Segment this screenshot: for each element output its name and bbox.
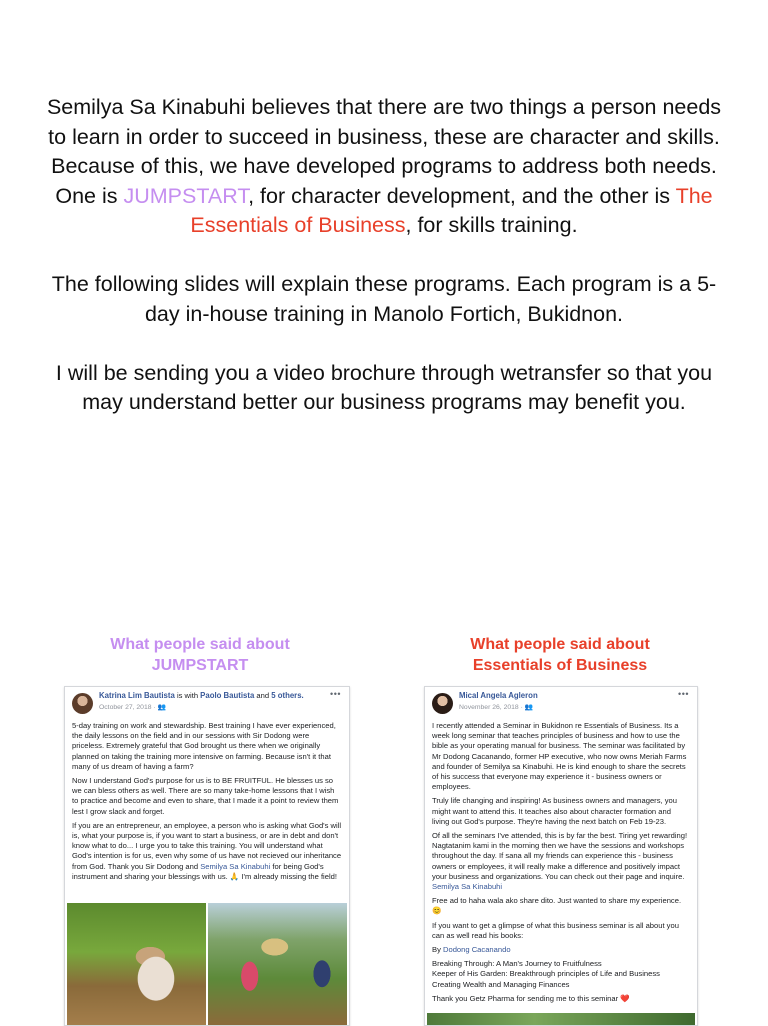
thanks-text: Thank you Getz Pharma for sending me to this seminar: [432, 993, 619, 1003]
intro-text-run: Semilya Sa Kinabuhi believes that there are two things a person needs to learn in order to succeed in business, these are character and skills. Because of this, we have developed programs to address both needs. One is: [46, 95, 722, 208]
intro-paragraph-3: I will be sending you a video brochure through wetransfer so that you may understand better our business programs may benefit you.: [55, 360, 713, 414]
intro-text: [40, 93, 728, 447]
intro-text-run: , for character development, and the other is: [248, 183, 676, 208]
tagged-others[interactable]: 5 others.: [271, 691, 304, 700]
post-photos[interactable]: [67, 903, 347, 1025]
post-date: [99, 703, 343, 713]
jumpstart-testimonial-title: [50, 634, 350, 676]
post-paragraph: [432, 945, 690, 955]
intro-paragraph-1: [40, 93, 728, 241]
jumpstart-highlight: JUMPSTART: [123, 183, 249, 208]
title-line: Essentials of Business: [472, 657, 648, 674]
friends-icon: 👥: [524, 704, 534, 712]
post-paragraph: [432, 831, 690, 892]
intro-paragraph-2: The following slides will explain these programs. Each program is a 5-day in-house training in Manolo Fortich, Bukidnon.: [51, 272, 717, 326]
post-paragraph: Free ad to haha wala ako share dito. Just wanted to share my experience. 😊: [432, 896, 682, 916]
post-paragraph: Now I understand God's purpose for us is to BE FRUITFUL. He blesses us so we can bless others as well. There are so many take-home lessons that I wish to practice and become and even to share, that I made it a point to review them lest I grow slack and forget.: [72, 776, 339, 816]
post-paragraph: I recently attended a Seminar in Bukidnon re Essentials of Business. Its a week long seminar that teaches principles of business and how to use the bible as your operating manual for business. The seminar was facilitated by Mr Dodong Cacanando, former HP executive, who now owns Meriah Farms and founder of Semilya sa Kinabuhi. He is kind enough to share the secrets of his success that everyone may experience it - business owners or employees.: [432, 721, 687, 792]
post-paragraph: 5-day training on work and stewardship. Best training I have ever experienced, the daily lessons on the field and in our sessions with Sir Dodong were priceless. Extremely grateful that God brought us there when we originally planned on taking the training more intensive on farming. Because isn't it that many of us dream of having a farm?: [72, 721, 336, 771]
by-text: By: [432, 945, 443, 955]
post-paragraph: [432, 994, 690, 1004]
page-link[interactable]: Semilya Sa Kinabuhi: [432, 882, 503, 892]
more-options-icon[interactable]: •••: [678, 689, 689, 699]
and-text: and: [254, 691, 272, 700]
title-line: JUMPSTART: [151, 657, 249, 674]
book-list: [432, 959, 690, 990]
jumpstart-facebook-post: [64, 686, 350, 1026]
author-name[interactable]: Mical Angela Agleron: [459, 691, 538, 700]
with-text: is with: [174, 691, 201, 700]
author-name[interactable]: Katrina Lim Bautista: [99, 691, 175, 700]
post-body: [65, 721, 349, 882]
date-text[interactable]: November 26, 2018 ·: [459, 704, 525, 712]
book-title: Creating Wealth and Managing Finances: [432, 979, 570, 989]
book-title: Breaking Through: A Man's Journey to Fruitfulness: [432, 959, 602, 969]
post-photo[interactable]: [427, 1013, 695, 1025]
essentials-highlight: The Essentials of Business: [190, 183, 713, 237]
avatar[interactable]: [72, 693, 93, 714]
post-paragraph: [72, 821, 342, 882]
heart-icon: ❤️: [620, 993, 630, 1003]
post-author-line: [99, 691, 343, 701]
avatar[interactable]: [432, 693, 453, 714]
essentials-testimonial-title: [410, 634, 710, 676]
title-line: What people said about: [470, 636, 650, 653]
post-paragraph: If you want to get a glimpse of what this business seminar is all about you can as well read his books:: [432, 920, 679, 940]
essentials-facebook-post: [424, 686, 698, 1026]
post-body: [425, 721, 697, 1004]
intro-text-run: , for skills training.: [405, 213, 578, 237]
book-title: Keeper of His Garden: Breakthrough principles of Life and Business: [432, 969, 660, 979]
title-line: What people said about: [110, 636, 290, 653]
author-link[interactable]: Dodong Cacanando: [442, 945, 511, 955]
tagged-name[interactable]: Paolo Bautista: [200, 691, 255, 700]
friends-icon: 👥: [157, 704, 167, 712]
post-paragraph: Truly life changing and inspiring! As business owners and managers, you might want to attend this. It teaches also about character formation and living out God's purpose. They're having the next batch on Feb 19-23.: [432, 796, 677, 826]
farm-worker-photo[interactable]: [67, 903, 206, 1025]
post-text-run: If you are an entrepreneur, an employee, a person who is asking what God's will is, what your purpose is, if you want to start a business, or are in debt and don't know what to do... I urge you to take this training. You will understand what God's intention is for us, even why some of us have not recieved our inheritance from God. Thank you Sir Dodong and: [72, 820, 342, 871]
post-text-run: for being God's instrument and sharing your blessings with us. 🙏 I'm already missing the field!: [72, 861, 337, 881]
post-header: [65, 687, 349, 721]
post-header: [425, 687, 697, 721]
date-text[interactable]: October 27, 2018 ·: [99, 704, 158, 712]
group-farming-photo[interactable]: [208, 903, 347, 1025]
post-date: [459, 703, 691, 713]
more-options-icon[interactable]: •••: [330, 689, 341, 699]
page-link[interactable]: Semilya Sa Kinabuhi: [200, 861, 271, 871]
post-text-run: Of all the seminars I've attended, this is by far the best. Tiring yet rewarding! Nagtatanim kami in the morning then we have the sessions and workshops throughout the day. If sana all my friends can experience this - business owners or employees, it will really make a difference and positively impact your business and organizations. You can check out their page and inquire.: [432, 831, 688, 881]
